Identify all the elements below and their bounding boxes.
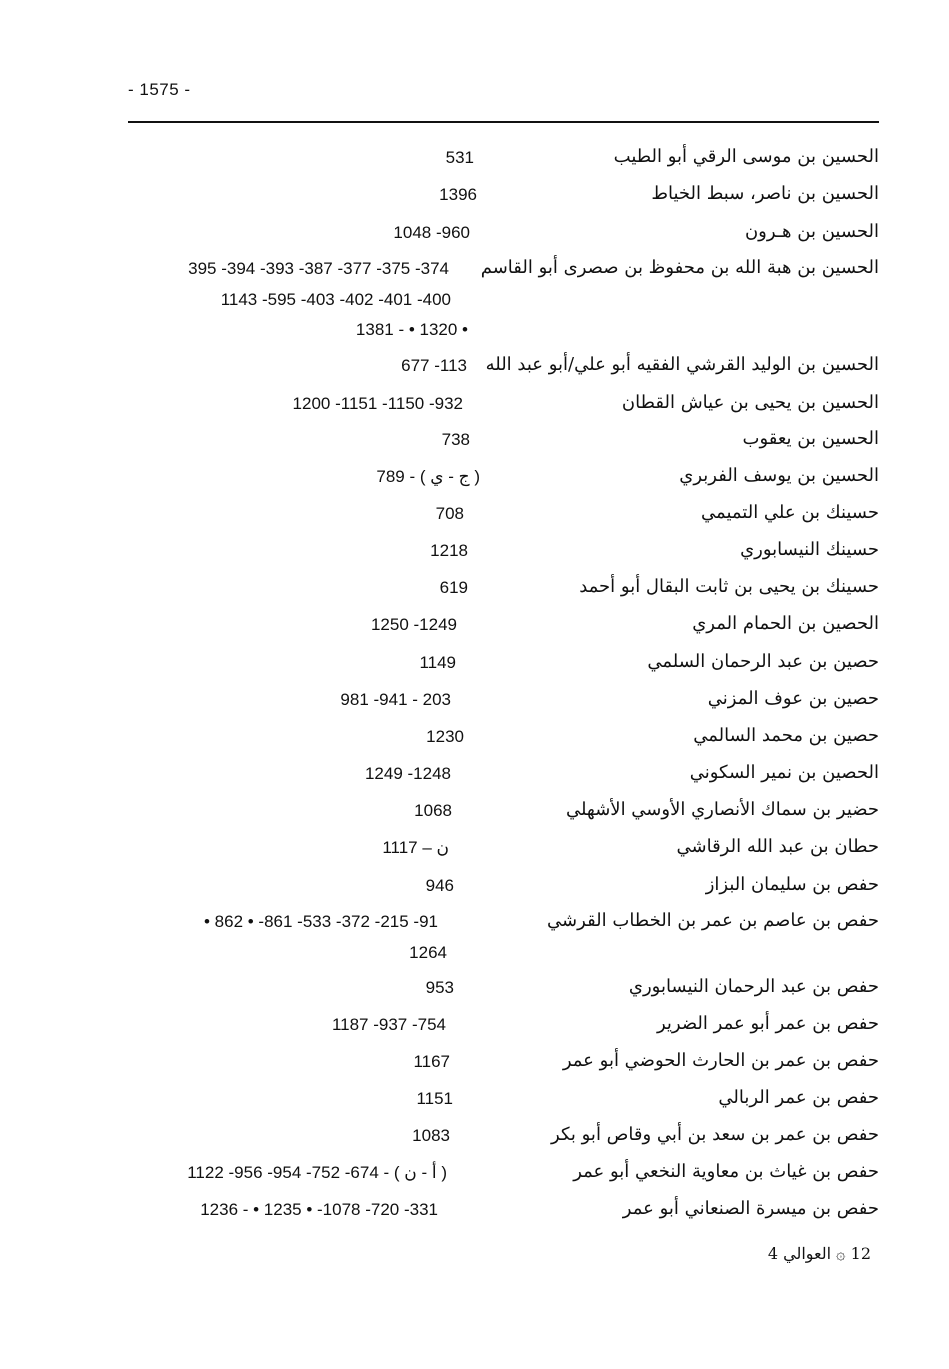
entry-name: حفص بن ميسرة الصنعاني أبو عمر: [622, 1198, 879, 1219]
entry-name: حصين بن محمد السالمي: [693, 725, 879, 746]
entry-pages: • 862 • -861 -533 -372 -215 -91: [204, 912, 438, 931]
entry-pages: 1068: [414, 801, 452, 820]
entry-pages: 1083: [412, 1126, 450, 1145]
entry-pages: 1117 – ن: [382, 838, 449, 857]
entry-pages: 1230: [426, 727, 464, 746]
entry-name: حطان بن عبد الله الرقاشي: [676, 836, 879, 857]
entry-name: الحصين بن نمير السكوني: [689, 762, 879, 783]
entry-name: حفص بن عمر بن الحارث الحوضي أبو عمر: [562, 1050, 879, 1071]
entry-name: حفص بن عمر الربالي: [718, 1087, 879, 1108]
entry-name: حسينك بن علي التميمي: [701, 502, 879, 523]
entry-name: الحصين بن الحمام المري: [692, 613, 879, 634]
entry-name: حفص بن سليمان البزاز: [705, 874, 879, 895]
entry-pages: 1048 -960: [393, 223, 470, 242]
entry-name: الحسين بن هبة الله بن محفوظ بن صصرى أبو القاسم: [480, 257, 879, 278]
entry-pages: 395 -394 -393 -387 -377 -375 -374: [188, 259, 449, 278]
entry-name: الحسين بن هـرون: [744, 221, 879, 242]
entry-name: حفص بن عبد الرحمان النيسابوري: [628, 976, 879, 997]
entry-pages: 1149: [419, 653, 456, 672]
entry-name: حسينك بن يحيى بن ثابت البقال أبو أحمد: [579, 576, 879, 597]
entry-pages-continued: 1264: [409, 943, 447, 962]
entry-pages-continued: 1143 -595 -403 -402 -401 -400: [220, 290, 451, 309]
entry-name: حصين بن عوف المزني: [707, 688, 879, 709]
entry-name: الحسين بن يحيى بن عياش القطان: [621, 392, 879, 413]
entry-pages: 1249 -1248: [364, 764, 451, 783]
entry-pages: 1250 -1249: [370, 615, 457, 634]
entry-name: الحسين بن يعقوب: [742, 428, 879, 449]
entry-pages: 1187 -937 -754: [331, 1015, 446, 1034]
entry-pages: 953: [425, 978, 454, 997]
entry-name: حفص بن عمر بن سعد بن أبي وقاص أبو بكر: [551, 1124, 879, 1145]
entry-pages: 1151: [416, 1089, 453, 1108]
entry-pages: 708: [435, 504, 464, 523]
entry-pages: 738: [441, 430, 470, 449]
entry-pages: 1200 -1151 -1150 -932: [292, 394, 463, 413]
entry-pages: 677 -113: [401, 356, 467, 375]
entry-name: حضير بن سماك الأنصاري الأوسي الأشهلي: [565, 799, 879, 820]
entry-pages: 1122 -956 -954 -752 -674 - ( أ - ن ): [187, 1163, 447, 1182]
entry-name: الحسين بن الوليد القرشي الفقيه أبو علي/أبو عبد الله: [485, 354, 879, 375]
entry-name: الحسين بن موسى الرقي أبو الطيب: [613, 146, 879, 167]
entry-pages-continued: 1381 - • 1320 •: [355, 320, 468, 339]
entry-pages: 1218: [430, 541, 468, 560]
entry-name: حسينك النيسابوري: [740, 539, 879, 560]
entry-pages: 946: [425, 876, 454, 895]
entry-name: حصين بن عبد الرحمان السلمي: [647, 651, 879, 672]
page-number: - 1575 -: [128, 80, 191, 99]
entry-pages: 1167: [413, 1052, 450, 1071]
entry-name: حفص بن عاصم بن عمر بن الخطاب القرشي: [547, 910, 879, 931]
entry-pages: 619: [439, 578, 468, 597]
entry-pages: 531: [445, 148, 474, 167]
entry-pages: 789 - ( ج - ي ): [376, 467, 480, 486]
page-footer: 12 ۞ العوالي 4: [767, 1244, 871, 1263]
entry-pages: 981 -941 - 203: [340, 690, 451, 709]
entry-name: حفص بن غياث بن معاوية النخعي أبو عمر: [573, 1161, 879, 1182]
entry-name: الحسين بن ناصر، سبط الخياط: [651, 183, 879, 204]
entry-pages: 1236 - • 1235 • -1078 -720 -331: [200, 1200, 438, 1219]
entry-name: حفص بن عمر أبو عمر الضرير: [656, 1013, 879, 1034]
entry-name: الحسين بن يوسف الفربري: [679, 465, 879, 486]
entry-pages: 1396: [439, 185, 477, 204]
